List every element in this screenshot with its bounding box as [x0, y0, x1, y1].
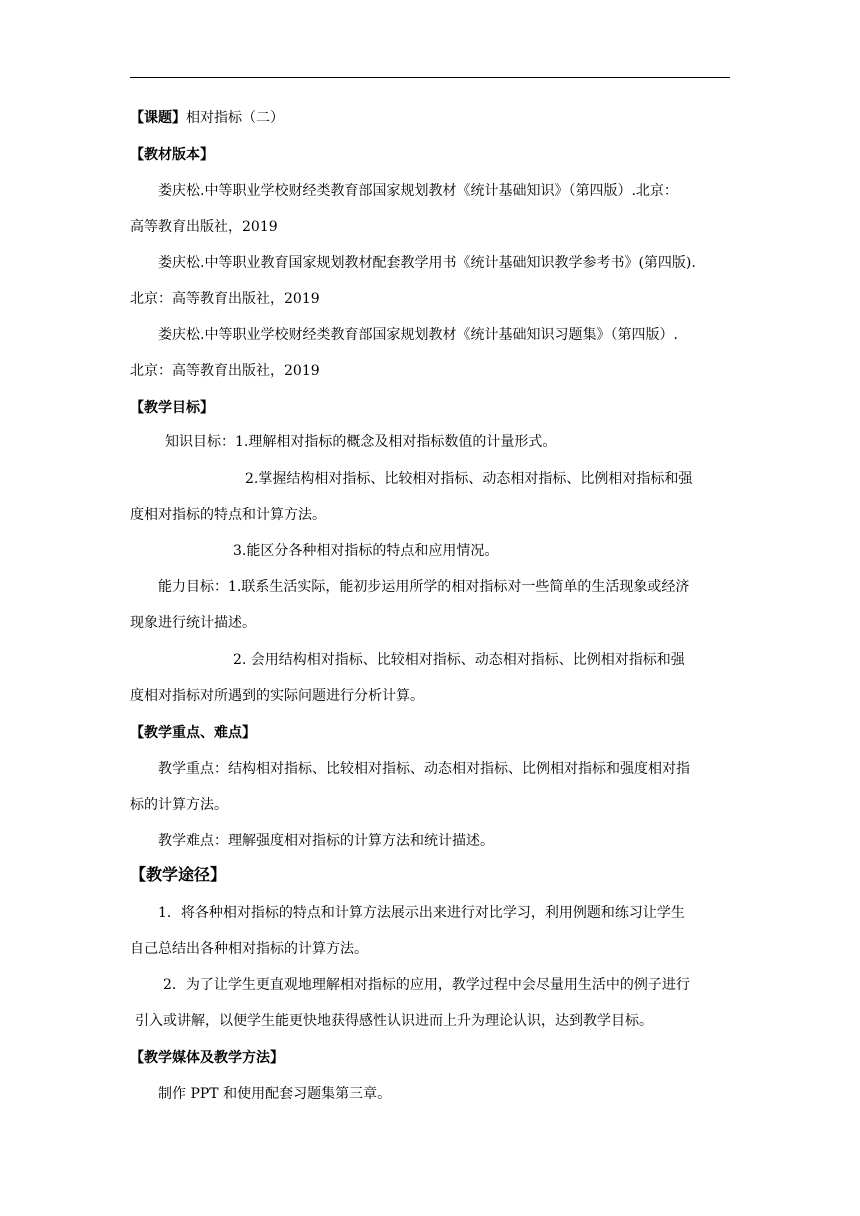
goals-knowledge-3: 3.能区分各种相对指标的特点和应用情况。 [233, 543, 499, 559]
media-text: 制作 PPT 和使用配套习题集第三章。 [158, 1086, 392, 1102]
edition-ref1-line2: 高等教育出版社，2019 [130, 219, 278, 235]
media-heading: 【教学媒体及教学方法】 [130, 1050, 284, 1066]
goals-ability-1-line2: 现象进行统计描述。 [130, 615, 256, 631]
goals-ability-1-line1: 能力目标：1.联系生活实际，能初步运用所学的相对指标对一些简单的生活现象或经济 [158, 579, 690, 595]
focus-key-line2: 标的计算方法。 [130, 797, 228, 813]
topic-line [130, 109, 284, 127]
goals-heading: 【教学目标】 [130, 400, 214, 416]
approach-p2-line1: 2．为了让学生更直观地理解相对指标的应用，教学过程中会尽量用生活中的例子进行 [163, 977, 690, 993]
goals-ability-2-line1: 2. 会用结构相对指标、比较相对指标、动态相对指标、比例相对指标和强 [233, 652, 685, 668]
focus-difficult: 教学难点：理解强度相对指标的计算方法和统计描述。 [158, 833, 494, 849]
approach-p1-line2: 自己总结出各种相对指标的计算方法。 [130, 941, 368, 957]
edition-ref3-line2: 北京：高等教育出版社，2019 [130, 363, 320, 379]
goals-knowledge-2-line1: 2.掌握结构相对指标、比较相对指标、动态相对指标、比例相对指标和强 [245, 471, 693, 487]
edition-ref2-line2: 北京：高等教育出版社，2019 [130, 291, 320, 307]
goals-knowledge-2-line2: 度相对指标的特点和计算方法。 [130, 507, 326, 523]
goals-ability-2-line2: 度相对指标对所遇到的实际问题进行分析计算。 [130, 688, 424, 704]
approach-heading: 【教学途径】 [130, 865, 227, 884]
edition-heading: 【教材版本】 [130, 147, 214, 163]
edition-ref2-line1: 娄庆松.中等职业教育国家规划教材配套教学用书《统计基础知识教学参考书》(第四版). [158, 255, 696, 271]
focus-key-line1: 教学重点：结构相对指标、比较相对指标、动态相对指标、比例相对指标和强度相对指 [158, 761, 690, 777]
edition-ref1-line1: 娄庆松.中等职业学校财经类教育部国家规划教材《统计基础知识》（第四版）.北京： [158, 183, 678, 199]
goals-knowledge-1: 知识目标：1.理解相对指标的概念及相对指标数值的计量形式。 [165, 434, 557, 450]
edition-ref3-line1: 娄庆松.中等职业学校财经类教育部国家规划教材《统计基础知识习题集》（第四版）. [158, 327, 678, 343]
approach-p1-line1: 1．将各种相对指标的特点和计算方法展示出来进行对比学习，利用例题和练习让学生 [158, 905, 685, 921]
focus-heading: 【教学重点、难点】 [130, 725, 256, 741]
header-rule [130, 77, 730, 78]
topic-label: 【课题】 [130, 110, 186, 126]
topic-value: 相对指标（二） [186, 110, 284, 126]
approach-p2-line2: 引入或讲解，以便学生能更快地获得感性认识进而上升为理论认识，达到教学目标。 [135, 1013, 653, 1029]
